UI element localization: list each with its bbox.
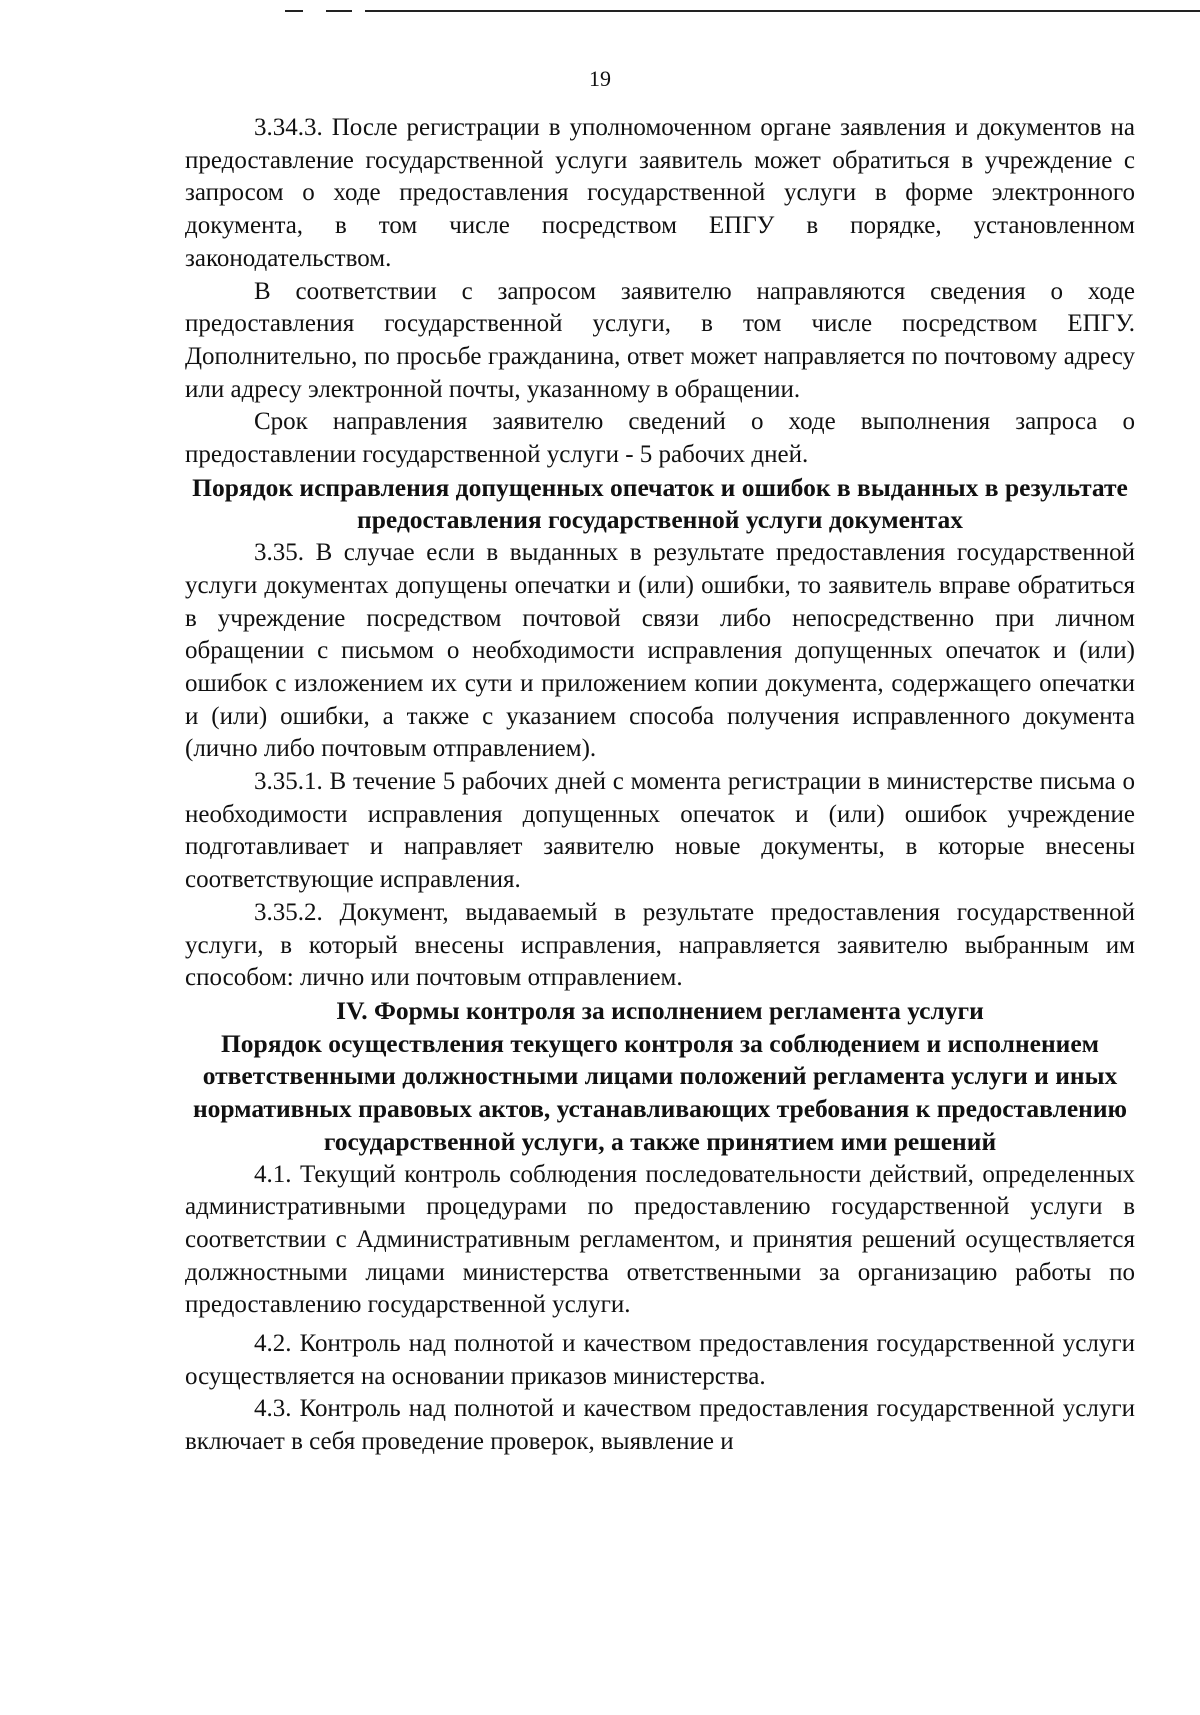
paragraph-3-34-3: 3.34.3. После регистрации в уполномоченном органе заявления и документов на предоставление государственной услуги заявитель может обратиться в учреждение с запросом о ходе предоставления государственной услуги в форме электронного документа, в том числе посредством ЕПГУ в порядке, установленном законодательством. <box>185 114 1135 272</box>
paragraph-response-info: В соответствии с запросом заявителю направляются сведения о ходе предоставления государственной услуги, в том числе посредством ЕПГУ. Дополнительно, по просьбе гражданина, ответ может направляется по почтовому адресу или адресу электронной почты, указанному в обращении. <box>185 277 1135 403</box>
top-rule-long <box>365 10 1200 12</box>
paragraph-3-35-1: 3.35.1. В течение 5 рабочих дней с момента регистрации в министерстве письма о необходимости исправления допущенных опечаток и (или) ошибок учреждение подготавливает и направляет заявителю новые документы, в которые внесены соответствующие исправления. <box>185 768 1135 894</box>
paragraph-3-35-2: 3.35.2. Документ, выдаваемый в результате предоставления государственной услуги, в который внесены исправления, направляется заявителю выбранным им способом: лично или почтовым отправлением. <box>185 898 1135 992</box>
heading-current-control: Порядок осуществления текущего контроля за соблюдением и исполнением ответственными должностными лицами положений регламента услуги и иных нормативных правовых актов, устанавливающих требования к предоставлению государственной услуги, а также принятием ими решений <box>192 1028 1128 1156</box>
paragraph-4-1: 4.1. Текущий контроль соблюдения последовательности действий, определенных административными процедурами по предоставлению государственной услуги в соответствии с Административным регламентом, и принятия решений осуществляется должностными лицами министерства ответственными за организацию работы по предоставлению государственной услуги. <box>185 1160 1135 1319</box>
heading-section-iv: IV. Формы контроля за исполнением регламента услуги <box>336 995 984 1025</box>
paragraph-4-3: 4.3. Контроль над полнотой и качеством предоставления государственной услуги включает в себя проведение проверок, выявление и <box>185 1395 1135 1456</box>
top-rule-short-1 <box>285 10 303 12</box>
paragraph-4-2: 4.2. Контроль над полнотой и качеством предоставления государственной услуги осуществляется на основании приказов министерства. <box>185 1330 1135 1390</box>
heading-corrections: Порядок исправления допущенных опечаток и ошибок в выданных в результате предоставления государственной услуги документах <box>192 472 1128 535</box>
document-body <box>185 112 1135 1459</box>
paragraph-response-deadline: Срок направления заявителю сведений о ходе выполнения запроса о предоставлении государственной услуги - 5 рабочих дней. <box>185 408 1135 469</box>
page-number: 19 <box>589 66 611 91</box>
top-rule-short-2 <box>326 10 352 12</box>
paragraph-3-35: 3.35. В случае если в выданных в результате предоставления государственной услуги документах допущены опечатки и (или) ошибки, то заявитель вправе обратиться в учреждение посредством почтовой связи либо непосредственно при личном обращении с письмом о необходимости исправления допущенных опечаток и (или) ошибок с изложением их сути и приложением копии документа, содержащего опечатки и (или) ошибки, а также с указанием способа получения исправленного документа (лично либо почтовым отправлением). <box>185 539 1135 763</box>
